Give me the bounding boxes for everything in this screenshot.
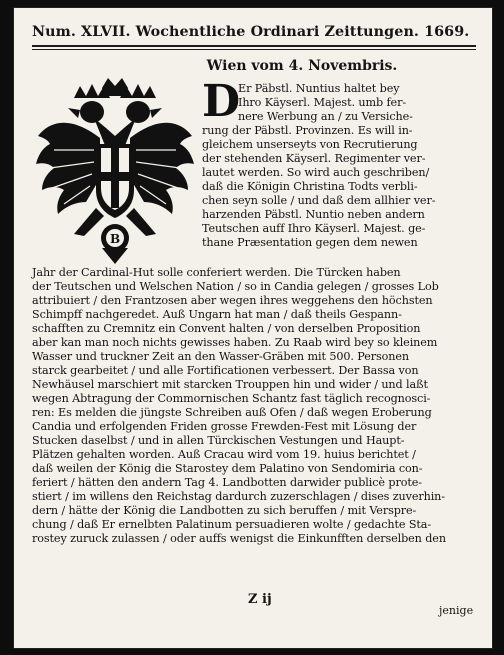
- article-line: Candia und erfolgenden Friden grosse Frewden-Fest mit Lösung der: [32, 420, 417, 433]
- article-line: harzenden Päbstl. Nuntio neben andern: [202, 208, 425, 221]
- article-line: nere Werbung an / zu Versiche-: [238, 110, 413, 123]
- svg-text:B: B: [110, 232, 121, 246]
- article-line: schafften zu Cremnitz ein Convent halten / von derselben Proposition: [32, 322, 421, 335]
- article-line: der stehenden Käyserl. Regimenter ver-: [202, 152, 426, 165]
- article-line: gleichem unserseyts von Recrutierung: [202, 138, 418, 151]
- article-line: wegen Abtragung der Commornischen Schantz fast täglich recognosci-: [32, 392, 431, 405]
- article-line: Ihro Käyserl. Majest. umb fer-: [238, 96, 406, 109]
- article-line: Stucken daselbst / und in allen Türckischen Vestungen und Haupt-: [32, 434, 405, 447]
- article-line: chen seyn solle / und daß dem allhier ver-: [202, 194, 436, 207]
- drop-cap: D: [202, 76, 241, 127]
- masthead-title: Num. XLVII. Wochentliche Ordinari Zeittungen. 1669.: [32, 24, 470, 40]
- article-line: rung der Päbstl. Provinzen. Es will in-: [202, 124, 413, 137]
- article-line: Schimpff nachgeredet. Auß Ungarn hat man / daß theils Gespann-: [32, 308, 402, 321]
- catchword: jenige: [439, 604, 474, 617]
- article-line: Newhäusel marschiert mit starcken Trouppen hin und wider / und laßt: [32, 378, 428, 391]
- article-line: chung / daß Er ernelbten Palatinum persuadieren wolte / gedachte Sta-: [32, 518, 432, 531]
- article-line: Teutschen auff Ihro Käyserl. Majest. ge-: [202, 222, 426, 235]
- article-line: rostey zuruck zulassen / oder auffs wenigst die Einkunfften derselben den: [32, 532, 446, 545]
- newspaper-page: [14, 8, 492, 648]
- page-signature: Z ij: [248, 592, 272, 607]
- article-line: daß weilen der König die Starostey dem Palatino von Sendomiria con-: [32, 462, 423, 475]
- article-line: der Teutschen und Welschen Nation / so in Candia gelegen / grosses Lob: [32, 280, 439, 293]
- masthead-rule: [32, 45, 476, 47]
- article-line: ren: Es melden die jüngste Schreiben auß Ofen / daß wegen Eroberung: [32, 406, 432, 419]
- article-line: feriert / hätten den andern Tag 4. Landbotten darwider publicè prote-: [32, 476, 422, 489]
- article-line: attribuiert / den Frantzosen aber wegen ihres weggehens den höchsten: [32, 294, 433, 307]
- article-line: Plätzen gehalten worden. Auß Cracau wird vom 19. huius berichtet /: [32, 448, 416, 461]
- masthead-rule-thin: [32, 49, 476, 50]
- double-headed-eagle-icon: [34, 78, 196, 264]
- article-line: stiert / im willens den Reichstag dardurch zuzerschlagen / dises zuverhin-: [32, 490, 445, 503]
- article-line: starck gearbeitet / und alle Fortificationen verbessert. Der Bassa von: [32, 364, 419, 377]
- article-line: dern / hätte der König die Landbotten zu sich beruffen / mit Verspre-: [32, 504, 417, 517]
- article-line: aber kan man noch nichts gewisses haben. Zu Raab wird bey so kleinem: [32, 336, 438, 349]
- article-line: lautet werden. So wird auch geschriben/: [202, 166, 430, 179]
- dateline: Wien vom 4. Novembris.: [206, 58, 398, 74]
- article-line: Wasser und truckner Zeit an den Wasser-Gräben mit 500. Personen: [32, 350, 409, 363]
- article-line: daß die Königin Christina Todts verbli-: [202, 180, 418, 193]
- article-line: Er Päbstl. Nuntius haltet bey: [238, 82, 400, 95]
- article-line: thane Præsentation gegen dem newen: [202, 236, 418, 249]
- article-line: Jahr der Cardinal-Hut solle conferiert werden. Die Türcken haben: [32, 266, 401, 279]
